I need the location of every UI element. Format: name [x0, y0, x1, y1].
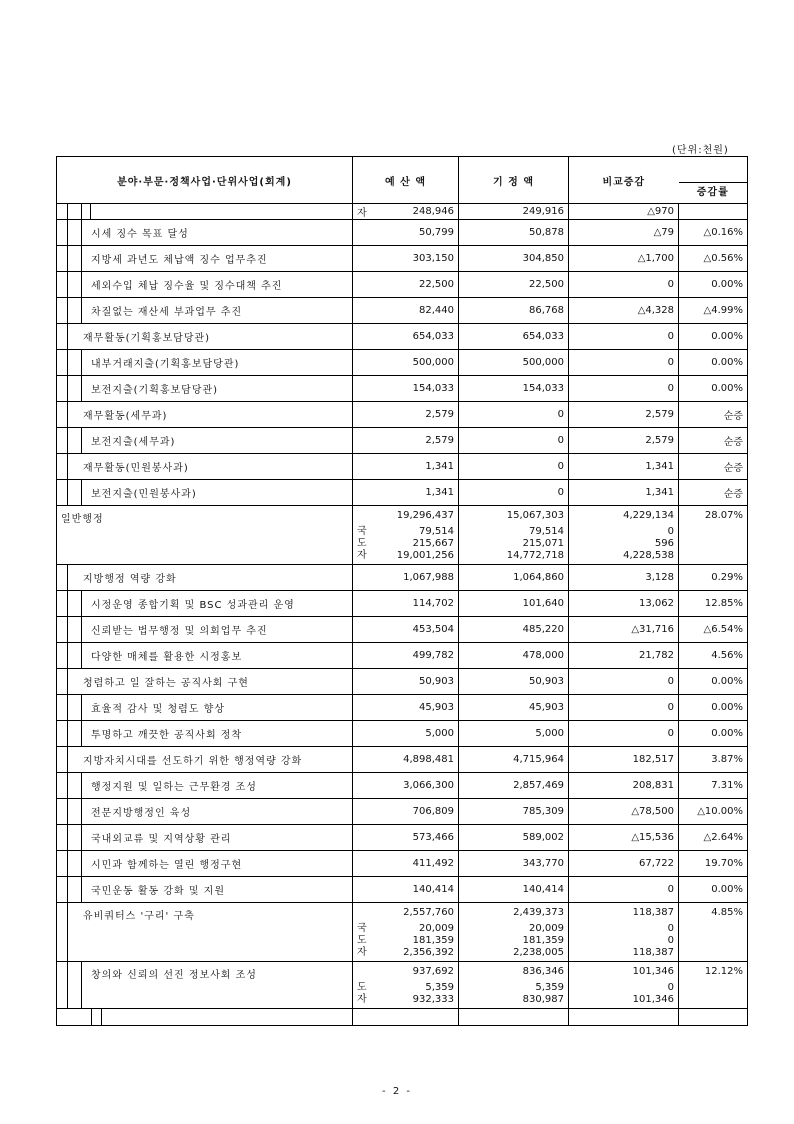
row-diff-sub: 101,346 — [632, 994, 675, 1005]
row-fund-marks — [353, 324, 368, 350]
row-budget: 5,000 — [368, 721, 459, 747]
row-name: 투명하고 깨끗한 공직사회 정착 — [91, 730, 243, 741]
row-existing-total: 2,439,373 — [513, 907, 565, 918]
header-existing: 기 정 액 — [459, 157, 569, 204]
table-row — [57, 402, 748, 428]
row-fund-marks — [353, 220, 368, 246]
row-existing-sub: 215,071 — [522, 538, 565, 549]
row-name-cell — [57, 565, 353, 591]
row-name-cell — [57, 669, 353, 695]
row-diff-total: 118,387 — [632, 907, 675, 918]
row-diff: 2,579 — [569, 428, 679, 454]
row-budget — [368, 903, 459, 962]
table-row — [57, 877, 748, 903]
row-existing: 0 — [459, 480, 569, 506]
row-existing: 101,640 — [459, 591, 569, 617]
row-existing: 654,033 — [459, 324, 569, 350]
row-diff: 1,341 — [569, 454, 679, 480]
table-row — [57, 324, 748, 350]
row-name: 청렴하고 일 잘하는 공직사회 구현 — [83, 678, 249, 689]
row-name-cell — [57, 747, 353, 773]
row-budget-sub: 181,359 — [412, 935, 455, 946]
row-name: 보전지출(세무과) — [91, 437, 176, 448]
header-budget: 예 산 액 — [353, 157, 459, 204]
row-name-cell — [57, 617, 353, 643]
header-category: 분야·부문·정책사업·단위사업(회계) — [57, 157, 353, 204]
row-existing: 0 — [459, 402, 569, 428]
row-existing: 154,033 — [459, 376, 569, 402]
row-rate: △0.16% — [679, 220, 748, 246]
row-budget: 82,440 — [368, 298, 459, 324]
row-existing: 50,903 — [459, 669, 569, 695]
row-rate: 3.87% — [679, 747, 748, 773]
row-name-cell — [57, 272, 353, 298]
row-fund-marks — [353, 428, 368, 454]
row-rate-value: 12.12% — [704, 966, 744, 977]
row-existing: 22,500 — [459, 272, 569, 298]
row-name: 시세 징수 목표 달성 — [91, 229, 189, 240]
row-name: 보전지출(기획홍보담당관) — [91, 385, 219, 396]
row-budget: 1,341 — [368, 480, 459, 506]
row-name: 지방세 과년도 체납액 징수 업무추진 — [91, 255, 268, 266]
row-rate: 12.85% — [679, 591, 748, 617]
row-name: 재무활동(기획홍보담당관) — [83, 333, 211, 344]
row-rate: 순증 — [679, 428, 748, 454]
row-diff-sub: 596 — [654, 538, 675, 549]
row-existing: 785,309 — [459, 799, 569, 825]
row-fund-marks — [353, 506, 368, 565]
row-name-cell — [57, 454, 353, 480]
table-row — [57, 376, 748, 402]
row-existing: 45,903 — [459, 695, 569, 721]
row-budget: 706,809 — [368, 799, 459, 825]
row-name: 행정지원 및 일하는 근무환경 조성 — [91, 782, 257, 793]
header-rate-cell — [679, 157, 748, 204]
row-existing-total: 15,067,303 — [506, 510, 565, 521]
fund-mark: 도 — [357, 538, 367, 549]
row-name: 창의와 신뢰의 선진 정보사회 조성 — [91, 970, 257, 981]
row-budget: 1,341 — [368, 454, 459, 480]
row-name-cell — [57, 376, 353, 402]
row-diff: 182,517 — [569, 747, 679, 773]
page-number: - 2 - — [382, 1086, 412, 1097]
row-existing: 485,220 — [459, 617, 569, 643]
row-budget: 50,799 — [368, 220, 459, 246]
row-budget: 3,066,300 — [368, 773, 459, 799]
row-rate: 0.29% — [679, 565, 748, 591]
row-budget-total: 937,692 — [412, 966, 455, 977]
row-name-cell — [57, 591, 353, 617]
fragment-budget: 248,946 — [368, 204, 459, 220]
row-rate: 0.00% — [679, 669, 748, 695]
row-diff: 0 — [569, 272, 679, 298]
row-diff — [569, 506, 679, 565]
row-rate: 0.00% — [679, 877, 748, 903]
table-row — [57, 643, 748, 669]
row-existing: 343,770 — [459, 851, 569, 877]
table-row — [57, 454, 748, 480]
row-name-cell — [57, 721, 353, 747]
row-diff: 0 — [569, 324, 679, 350]
row-name-cell — [57, 324, 353, 350]
table-row-fragment — [57, 204, 748, 220]
budget-table — [56, 156, 748, 1026]
row-budget — [368, 962, 459, 1009]
row-name: 재무활동(세무과) — [83, 411, 168, 422]
row-mark-spacer — [357, 903, 368, 923]
row-budget: 2,579 — [368, 428, 459, 454]
row-budget-total: 2,557,760 — [403, 907, 455, 918]
row-budget-sub: 2,356,392 — [403, 947, 455, 958]
row-budget: 1,067,988 — [368, 565, 459, 591]
blank-cell — [459, 1009, 569, 1026]
row-diff: △78,500 — [569, 799, 679, 825]
row-fund-marks — [353, 246, 368, 272]
row-budget: 140,414 — [368, 877, 459, 903]
row-existing — [459, 903, 569, 962]
row-name-cell — [57, 773, 353, 799]
row-fund-marks — [353, 825, 368, 851]
row-budget-total: 19,296,437 — [396, 510, 455, 521]
row-diff — [569, 962, 679, 1009]
row-existing-total: 836,346 — [522, 966, 565, 977]
row-rate: 순증 — [679, 480, 748, 506]
row-budget: 453,504 — [368, 617, 459, 643]
row-diff: 67,722 — [569, 851, 679, 877]
table-row — [57, 669, 748, 695]
fund-mark: 도 — [357, 982, 367, 993]
row-existing: 478,000 — [459, 643, 569, 669]
blank-cell — [353, 1009, 368, 1026]
row-budget-sub: 19,001,256 — [396, 550, 455, 561]
row-existing: 0 — [459, 428, 569, 454]
row-budget: 411,492 — [368, 851, 459, 877]
blank-cell — [679, 1009, 748, 1026]
row-name: 세외수입 체납 징수율 및 징수대책 추진 — [91, 281, 283, 292]
row-budget: 114,702 — [368, 591, 459, 617]
row-fund-marks — [353, 851, 368, 877]
row-diff: 3,128 — [569, 565, 679, 591]
table-row — [57, 350, 748, 376]
row-name: 지방행정 역량 강화 — [83, 574, 177, 585]
row-name-cell — [57, 402, 353, 428]
row-rate: 0.00% — [679, 376, 748, 402]
fragment-rate — [679, 204, 748, 220]
table-row — [57, 220, 748, 246]
row-rate: 0.00% — [679, 272, 748, 298]
row-name: 신뢰받는 법무행정 및 의회업무 추진 — [91, 626, 268, 637]
row-diff-sub: 0 — [667, 526, 675, 537]
row-rate: △2.64% — [679, 825, 748, 851]
row-existing: 500,000 — [459, 350, 569, 376]
row-existing: 4,715,964 — [459, 747, 569, 773]
blank-cell — [569, 1009, 679, 1026]
row-fund-marks — [353, 272, 368, 298]
row-diff: △79 — [569, 220, 679, 246]
row-existing: 1,064,860 — [459, 565, 569, 591]
table-row — [57, 565, 748, 591]
row-existing: 2,857,469 — [459, 773, 569, 799]
row-name: 효율적 감사 및 청렴도 향상 — [91, 704, 225, 715]
row-fund-marks — [353, 617, 368, 643]
row-budget: 4,898,481 — [368, 747, 459, 773]
row-existing-sub: 20,009 — [529, 923, 565, 934]
row-name-cell — [57, 877, 353, 903]
row-diff: 0 — [569, 350, 679, 376]
row-name: 내부거래지출(기획홍보담당관) — [91, 359, 240, 370]
row-fund-marks — [353, 480, 368, 506]
fund-mark: 국 — [357, 526, 367, 537]
table-header — [57, 157, 748, 204]
row-rate — [679, 506, 748, 565]
row-budget-sub: 20,009 — [419, 923, 455, 934]
table-row — [57, 903, 748, 962]
table-row — [57, 298, 748, 324]
row-budget-sub: 79,514 — [419, 526, 455, 537]
row-existing: 589,002 — [459, 825, 569, 851]
table-row — [57, 480, 748, 506]
row-rate: △6.54% — [679, 617, 748, 643]
table-body — [57, 204, 748, 1026]
fund-mark: 자 — [357, 550, 367, 561]
table-row — [57, 799, 748, 825]
row-name: 재무활동(민원봉사과) — [83, 463, 189, 474]
row-fund-marks — [353, 643, 368, 669]
blank-cell — [368, 1009, 459, 1026]
table-row — [57, 272, 748, 298]
row-fund-marks — [353, 799, 368, 825]
row-budget-sub: 932,333 — [412, 994, 455, 1005]
row-fund-marks — [353, 903, 368, 962]
row-fund-marks — [353, 962, 368, 1009]
fund-mark: 자 — [357, 947, 367, 958]
row-name: 시민과 함께하는 열린 행정구현 — [91, 860, 243, 871]
row-budget-sub: 215,667 — [412, 538, 455, 549]
row-diff: 0 — [569, 376, 679, 402]
row-existing-sub: 181,359 — [522, 935, 565, 946]
row-diff: 0 — [569, 877, 679, 903]
row-existing-sub: 14,772,718 — [506, 550, 565, 561]
row-existing: 50,878 — [459, 220, 569, 246]
row-diff: 0 — [569, 669, 679, 695]
row-name-cell — [57, 428, 353, 454]
table-row — [57, 851, 748, 877]
row-name: 일반행정 — [61, 514, 104, 525]
row-diff: 1,341 — [569, 480, 679, 506]
row-name-cell — [57, 246, 353, 272]
row-name: 전문지방행정인 육성 — [91, 808, 192, 819]
row-name-cell — [57, 298, 353, 324]
row-name: 국내외교류 및 지역상황 관리 — [91, 834, 232, 845]
row-rate-value: 4.85% — [711, 907, 744, 918]
row-diff-sub: 4,228,538 — [623, 550, 675, 561]
row-existing: 0 — [459, 454, 569, 480]
row-diff-sub: 0 — [667, 982, 675, 993]
fund-mark: 자 — [357, 994, 367, 1005]
row-existing — [459, 506, 569, 565]
fragment-name-cell — [57, 204, 353, 220]
row-budget: 499,782 — [368, 643, 459, 669]
row-diff: △1,700 — [569, 246, 679, 272]
row-mark-spacer — [357, 962, 368, 982]
row-existing — [459, 962, 569, 1009]
fund-mark: 국 — [357, 923, 367, 934]
row-rate-value: 28.07% — [704, 510, 744, 521]
table-row — [57, 591, 748, 617]
row-name: 국민운동 활동 강화 및 지원 — [91, 886, 225, 897]
row-fund-marks — [353, 402, 368, 428]
row-fund-marks — [353, 298, 368, 324]
row-diff — [569, 903, 679, 962]
row-budget: 154,033 — [368, 376, 459, 402]
row-rate: 0.00% — [679, 350, 748, 376]
row-name-cell — [57, 851, 353, 877]
row-rate: 7.31% — [679, 773, 748, 799]
row-budget: 2,579 — [368, 402, 459, 428]
row-name: 차질없는 재산세 부과업무 추진 — [91, 307, 243, 318]
row-rate: △0.56% — [679, 246, 748, 272]
row-fund-marks — [353, 591, 368, 617]
row-name-cell — [57, 962, 353, 1009]
table-row — [57, 721, 748, 747]
row-name-cell — [57, 903, 353, 962]
row-existing: 140,414 — [459, 877, 569, 903]
row-name-cell — [57, 643, 353, 669]
table-row-blank — [57, 1009, 748, 1026]
row-name: 지방자치시대를 선도하기 위한 행정역량 강화 — [83, 756, 303, 767]
row-rate: 4.56% — [679, 643, 748, 669]
row-rate: 순증 — [679, 454, 748, 480]
row-fund-marks — [353, 376, 368, 402]
row-rate — [679, 903, 748, 962]
row-budget: 22,500 — [368, 272, 459, 298]
row-fund-marks — [353, 773, 368, 799]
row-name-cell — [57, 220, 353, 246]
row-diff: 13,062 — [569, 591, 679, 617]
row-diff: 0 — [569, 721, 679, 747]
header-rate: 증감률 — [679, 182, 748, 203]
row-diff-sub: 0 — [667, 923, 675, 934]
blank-name-cell — [57, 1009, 353, 1026]
row-fund-marks — [353, 747, 368, 773]
row-diff: △15,536 — [569, 825, 679, 851]
row-rate: 0.00% — [679, 695, 748, 721]
row-fund-marks — [353, 669, 368, 695]
row-budget — [368, 506, 459, 565]
table-row — [57, 695, 748, 721]
fragment-existing: 249,916 — [459, 204, 569, 220]
row-name-cell — [57, 480, 353, 506]
row-budget: 500,000 — [368, 350, 459, 376]
row-budget: 303,150 — [368, 246, 459, 272]
row-fund-marks — [353, 877, 368, 903]
row-budget: 573,466 — [368, 825, 459, 851]
row-fund-marks — [353, 565, 368, 591]
row-mark-spacer — [357, 506, 368, 526]
row-existing: 86,768 — [459, 298, 569, 324]
table-row — [57, 825, 748, 851]
row-name-cell — [57, 695, 353, 721]
header-comparison-label: 비교증감 — [602, 176, 646, 188]
row-diff: 21,782 — [569, 643, 679, 669]
fragment-diff: △970 — [569, 204, 679, 220]
row-name-cell — [57, 350, 353, 376]
table-row — [57, 617, 748, 643]
row-diff: 0 — [569, 695, 679, 721]
row-diff-total: 101,346 — [632, 966, 675, 977]
row-fund-marks — [353, 350, 368, 376]
unit-label: (단위:천원) — [672, 145, 729, 156]
row-name: 유비쿼터스 '구리' 구축 — [83, 911, 195, 922]
table-row — [57, 747, 748, 773]
row-rate: △10.00% — [679, 799, 748, 825]
row-diff-total: 4,229,134 — [623, 510, 675, 521]
table-row — [57, 246, 748, 272]
row-rate: 0.00% — [679, 721, 748, 747]
row-existing-sub: 79,514 — [529, 526, 565, 537]
row-name: 시정운영 종합기획 및 BSC 성과관리 운영 — [91, 600, 295, 611]
table-row — [57, 773, 748, 799]
row-fund-marks — [353, 721, 368, 747]
row-name-cell — [57, 799, 353, 825]
row-existing: 5,000 — [459, 721, 569, 747]
row-rate: 순증 — [679, 402, 748, 428]
row-diff: △4,328 — [569, 298, 679, 324]
row-name: 보전지출(민원봉사과) — [91, 489, 197, 500]
row-budget: 50,903 — [368, 669, 459, 695]
table-row — [57, 428, 748, 454]
row-budget-sub: 5,359 — [425, 982, 455, 993]
row-budget: 45,903 — [368, 695, 459, 721]
row-fund-marks — [353, 695, 368, 721]
table-row — [57, 962, 748, 1009]
table-row — [57, 506, 748, 565]
row-budget: 654,033 — [368, 324, 459, 350]
row-diff: 2,579 — [569, 402, 679, 428]
row-diff: 208,831 — [569, 773, 679, 799]
row-existing: 304,850 — [459, 246, 569, 272]
row-name-cell — [57, 825, 353, 851]
row-diff-sub: 0 — [667, 935, 675, 946]
row-fund-marks — [353, 454, 368, 480]
header-comparison — [569, 157, 679, 204]
fragment-mark: 자 — [353, 204, 368, 220]
row-existing-sub: 830,987 — [522, 994, 565, 1005]
row-name: 다양한 매체를 활용한 시정홍보 — [91, 652, 243, 663]
row-diff-sub: 118,387 — [632, 947, 675, 958]
row-diff: △31,716 — [569, 617, 679, 643]
row-existing-sub: 5,359 — [535, 982, 565, 993]
row-existing-sub: 2,238,005 — [513, 947, 565, 958]
row-rate — [679, 962, 748, 1009]
row-rate: 19.70% — [679, 851, 748, 877]
fund-mark: 도 — [357, 935, 367, 946]
row-rate: △4.99% — [679, 298, 748, 324]
row-name-cell — [57, 506, 353, 565]
row-rate: 0.00% — [679, 324, 748, 350]
